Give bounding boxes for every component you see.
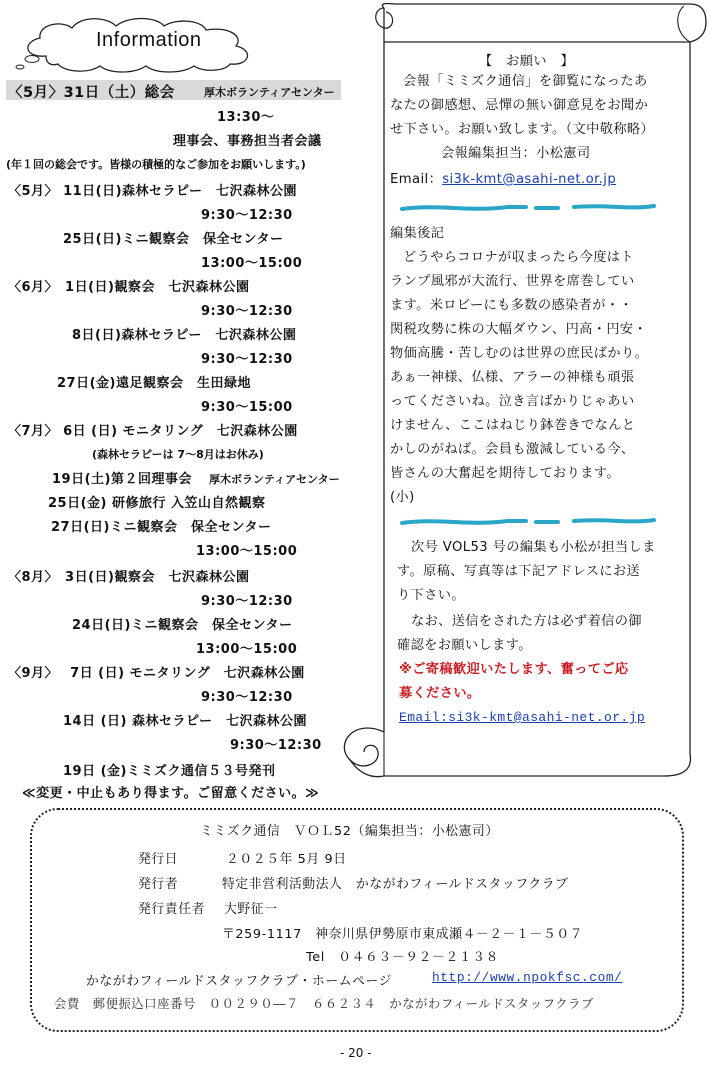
schedule-line: 13:00〜15:00: [201, 256, 303, 271]
email-link-2[interactable]: Email:si3k-kmt@asahi-net.or.jp: [399, 710, 646, 725]
text-line: ます。米ロビーにも多数の感染者が・・: [390, 298, 633, 313]
schedule-line: 9:30〜15:00: [201, 400, 293, 415]
schedule-line: 8日(日)森林セラピー 七沢森林公園: [72, 328, 297, 343]
page-number: - 20 -: [340, 1046, 372, 1060]
schedule-line: 25日(金) 研修旅行 入笠山自然観察: [48, 496, 266, 511]
text-line: あぁ一神様、仏様、アラーの神様も頑張: [390, 370, 635, 385]
colophon-label: 発行責任者: [138, 902, 205, 917]
schedule-line: 9:30〜12:30: [201, 352, 293, 367]
colophon-address: 〒259-1117 神奈川県伊勢原市東成瀬４－２－１－５０７: [222, 927, 584, 942]
text-line: 関税攻勢に株の大幅ダウン、円高・円安・: [390, 322, 648, 337]
schedule-line: (年１回の総会です。皆様の積極的なご参加をお願いします。): [6, 158, 306, 171]
schedule-line: 厚木ボランティアセンター: [209, 473, 340, 486]
schedule-line: 13:30〜: [217, 110, 275, 125]
schedule-line: 25日(日)ミニ観察会 保全センター: [63, 232, 284, 247]
text-line: ってくださいね。泣き言ばかりじゃあい: [390, 394, 635, 409]
schedule-line: 厚木ボランティアセンター: [204, 86, 335, 99]
schedule-line: 〈5月〉 11日(日)森林セラピー 七沢森林公園: [8, 184, 298, 199]
schedule-line: 9:30〜12:30: [230, 738, 322, 753]
homepage-link[interactable]: http://www.npokfsc.com/: [432, 970, 623, 985]
email-line: [390, 168, 616, 193]
text-line: かしのがねば。会員も激減している今、: [390, 442, 635, 457]
text-line: り下さい。: [397, 588, 465, 603]
text-line: 次号 VOL53 号の編集も小松が担当しま: [411, 540, 656, 555]
schedule-line: (森林セラピーは 7〜8月はお休み): [92, 448, 264, 461]
text-line: 会報編集担当：小松憲司: [441, 146, 591, 161]
colophon-label: 発行者: [138, 877, 179, 892]
text-line: なたの御感想、忌憚の無い御意見をお聞か: [390, 98, 649, 113]
postscript-title: 編集後記: [390, 226, 445, 241]
schedule-line: 〈5月〉31日（土）総会: [8, 85, 175, 101]
schedule-line: 27日(金)遠足観察会 生田緑地: [57, 376, 251, 391]
text-line: (小): [390, 490, 415, 505]
text-line: 確認をお願いします。: [397, 638, 532, 653]
schedule-line: 〈9月〉 7日 (日) モニタリング 七沢森林公園: [8, 666, 305, 681]
schedule-line: 14日 (日) 森林セラピー 七沢森林公園: [63, 714, 308, 729]
decorative-swoosh: [398, 514, 658, 530]
decorative-swoosh: [398, 200, 658, 216]
schedule-line: 〈8月〉 3日(日)観察会 七沢森林公園: [8, 570, 250, 585]
text-line: どうやらコロナが収まったら今度はト: [403, 250, 634, 265]
text-line: けません、ここはねじり鉢巻きでなんと: [390, 418, 636, 433]
schedule-notice: ≪変更・中止もあり得ます。ご留意ください。≫: [22, 786, 320, 801]
email-link[interactable]: si3k-kmt@asahi-net.or.jp: [442, 172, 617, 187]
text-line: なお、送信をされた方は必ず着信の御: [411, 614, 642, 629]
schedule-line: 〈7月〉 6日 (日) モニタリング 七沢森林公園: [8, 424, 298, 439]
schedule-line: 19日 (金)ミミズク通信５３号発刊: [63, 764, 276, 779]
colophon-tel: Tel ０４６３－９２－２１３８: [306, 950, 500, 965]
colophon-value: 大野征一: [224, 902, 278, 917]
schedule-line: 13:00〜15:00: [196, 544, 298, 559]
homepage-label: かながわフィールドスタッフクラブ・ホームページ: [86, 974, 393, 989]
schedule-line: 24日(日)ミニ観察会 保全センター: [72, 618, 293, 633]
text-line: せ下さい。お願い致します。（文中敬称略）: [390, 122, 655, 137]
colophon-value: ２０２５年 5月 9日: [226, 852, 347, 867]
text-line: 物価高騰・苦しむのは世界の庶民ばかり。: [390, 346, 649, 361]
schedule-line: 9:30〜12:30: [201, 304, 293, 319]
header-title: Information: [96, 29, 202, 51]
text-line: 皆さんの大奮起を期待しております。: [390, 466, 620, 481]
colophon-title: ミミズク通信 ＶＯＬ52（編集担当：小松憲司）: [200, 824, 499, 839]
request-title: 【 お願い 】: [479, 54, 575, 69]
schedule-line: 19日(土)第２回理事会: [52, 472, 192, 487]
colophon-value: 特定非営利活動法人 かながわフィールドスタッフクラブ: [222, 877, 569, 892]
schedule-line: 13:00〜15:00: [196, 642, 298, 657]
text-line: す。原稿、写真等は下記アドレスにお送: [397, 564, 641, 579]
schedule-line: 27日(日)ミニ観察会 保全センター: [51, 520, 272, 535]
schedule-line: 9:30〜12:30: [201, 594, 293, 609]
schedule-line: 9:30〜12:30: [201, 690, 293, 705]
call-for-submissions: 募ください。: [399, 686, 481, 701]
schedule-line: 理事会、事務担当者会議: [173, 134, 322, 149]
text-line: ランプ風邪が大流行、世界を席巻してい: [390, 274, 635, 289]
text-line: 会報「ミミズク通信」を御覧になったあ: [403, 74, 648, 89]
call-for-submissions: ※ご寄稿歓迎いたします、奮ってご応: [399, 662, 629, 677]
email-label: Email：: [390, 172, 443, 187]
schedule-line: 〈6月〉 1日(日)観察会 七沢森林公園: [8, 280, 250, 295]
schedule-line: 9:30〜12:30: [201, 208, 293, 223]
colophon-label: 発行日: [138, 852, 179, 867]
colophon-fee: 会費 郵便振込口座番号 ００２９０―７ ６６２３４ かながわフィールドスタッフクラブ: [54, 997, 594, 1011]
